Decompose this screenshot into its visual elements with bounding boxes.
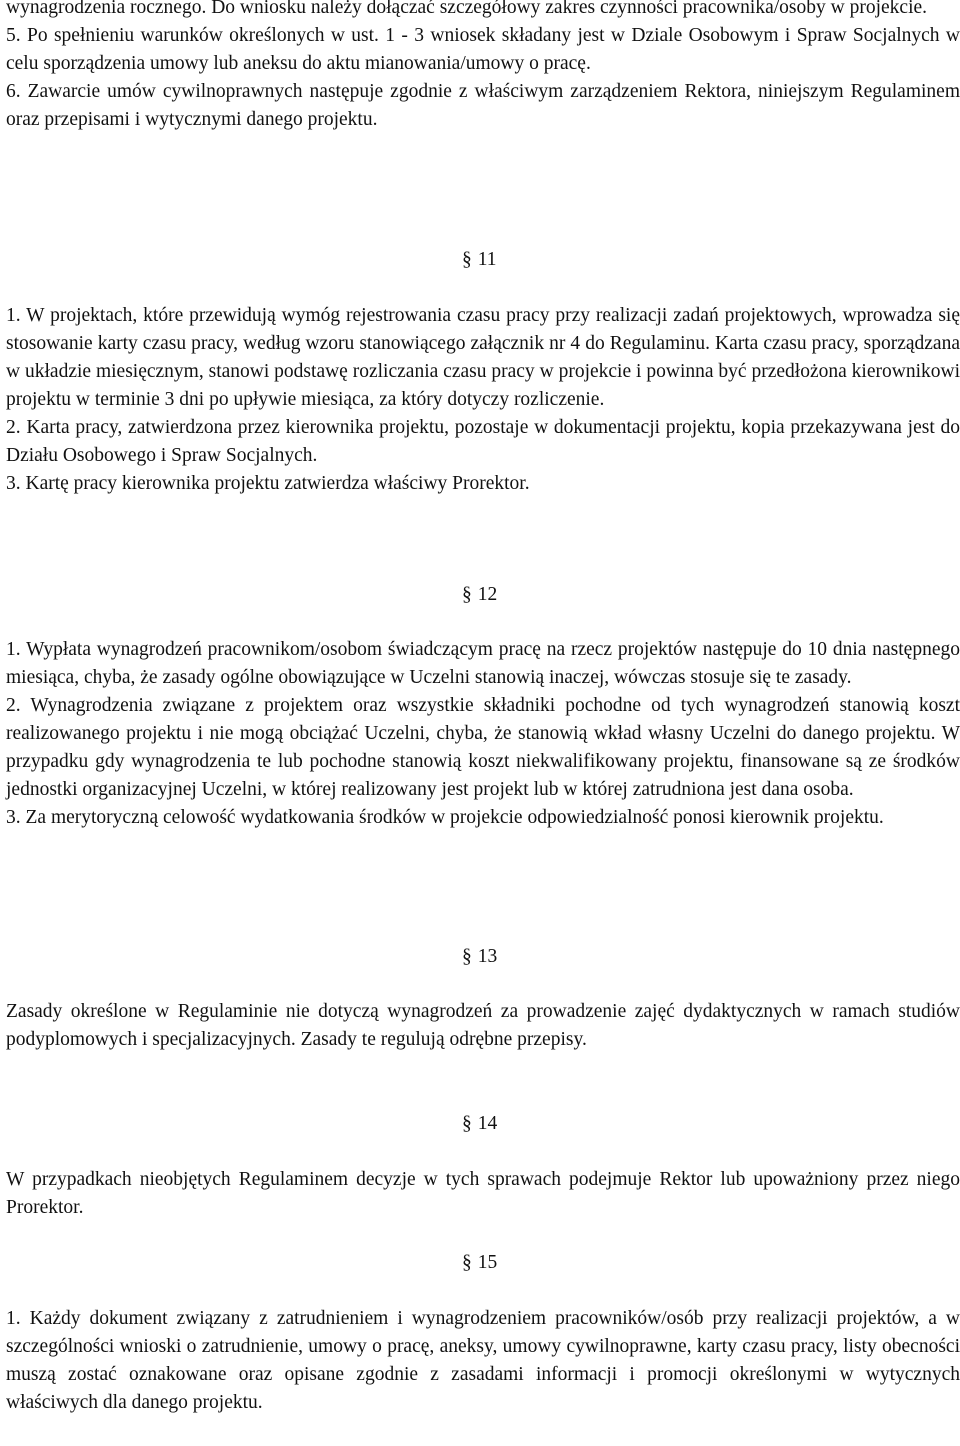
section-11-point-2: 2. Karta pracy, zatwierdzona przez kierownika projektu, pozostaje w dokumentacji projektu, kopia przekazywana jest do Działu Osobowego i Spraw Socjalnych.	[6, 417, 960, 466]
section-12-body	[6, 636, 960, 832]
section-14-text: W przypadkach nieobjętych Regulaminem decyzje w tych sprawach podejmuje Rektor lub upoważniony przez niego Prorektor.	[6, 1169, 960, 1218]
section-number: 12	[477, 584, 498, 605]
section-symbol: §	[462, 584, 472, 605]
section-heading-15	[462, 1249, 522, 1277]
section-symbol: §	[462, 249, 472, 270]
paragraph-point-6: 6. Zawarcie umów cywilnoprawnych następuje zgodnie z właściwym zarządzeniem Rektora, niniejszym Regulaminem oraz przepisami i wytycznymi danego projektu.	[6, 81, 960, 130]
section-14-body	[6, 1166, 960, 1222]
section-heading-13	[462, 943, 522, 971]
section-11-point-1: 1. W projektach, które przewidują wymóg rejestrowania czasu pracy przy realizacji zadań projektowych, wprowadza się stosowanie karty czasu pracy, według wzoru stanowiącego załącznik nr 4 do Regulaminu. Karta czasu pracy, sporządzana w układzie miesięcznym, stanowi podstawę rozliczania czasu pracy w projekcie i powinna być przedłożona kierownikowi projektu w terminie 3 dni po upływie miesiąca, za który dotyczy rozliczenie.	[6, 305, 960, 410]
section-number: 15	[477, 1252, 498, 1273]
paragraph-point-5: 5. Po spełnieniu warunków określonych w ust. 1 - 3 wniosek składany jest w Dziale Osobowym i Spraw Socjalnych w celu sporządzenia umowy lub aneksu do aktu mianowania/umowy o pracę.	[6, 25, 960, 74]
section-12-point-1: 1. Wypłata wynagrodzeń pracownikom/osobom świadczącym pracę na rzecz projektów następuje do 10 dnia następnego miesiąca, chyba, że zasady ogólne obowiązujące w Uczelni stanowią inaczej, wówczas stosuje się te zasady.	[6, 639, 960, 688]
section-11-body	[6, 302, 960, 498]
section-symbol: §	[462, 1252, 472, 1273]
section-13-text: Zasady określone w Regulaminie nie dotyczą wynagrodzeń za prowadzenie zajęć dydaktycznych w ramach studiów podyplomowych i specjalizacyjnych. Zasady te regulują odrębne przepisy.	[6, 1001, 960, 1050]
section-15-body	[6, 1305, 960, 1417]
section-13-body	[6, 998, 960, 1054]
section-11-point-3: 3. Kartę pracy kierownika projektu zatwierdza właściwy Prorektor.	[6, 473, 530, 494]
section-symbol: §	[462, 1113, 472, 1134]
section-12-point-2: 2. Wynagrodzenia związane z projektem oraz wszystkie składniki pochodne od tych wynagrodzeń stanowią koszt realizowanego projektu i nie mogą obciążać Uczelni, chyba, że stanowią wkład własny Uczelni do danego projektu. W przypadku gdy wynagrodzenia te lub pochodne stanowią koszt niekwalifikowany projektu, finansowane są ze środków jednostki organizacyjnej Uczelni, w której realizowany jest projekt lub w której zatrudniona jest dana osoba.	[6, 695, 960, 800]
section-symbol: §	[462, 946, 472, 967]
section-heading-11	[462, 246, 522, 274]
section-number: 14	[477, 1113, 498, 1134]
section-heading-14	[462, 1110, 522, 1138]
section-heading-12	[462, 581, 522, 609]
section-15-point-1: 1. Każdy dokument związany z zatrudnieniem i wynagrodzeniem pracowników/osób przy realizacji projektów, a w szczególności wnioski o zatrudnienie, umowy o pracę, aneksy, umowy cywilnoprawne, karty czasu pracy, listy obecności muszą zostać oznakowane oraz opisane zgodnie z zasadami informacji i promocji określonymi w wytycznych właściwych dla danego projektu.	[6, 1308, 960, 1413]
section-12-point-3: 3. Za merytoryczną celowość wydatkowania środków w projekcie odpowiedzialność ponosi kierownik projektu.	[6, 807, 884, 828]
paragraph-continuation: wynagrodzenia rocznego. Do wniosku należy dołączać szczegółowy zakres czynności pracownika/osoby w projekcie.	[6, 0, 928, 18]
paragraph-group-top	[6, 0, 960, 134]
section-number: 11	[477, 249, 497, 270]
section-number: 13	[477, 946, 498, 967]
